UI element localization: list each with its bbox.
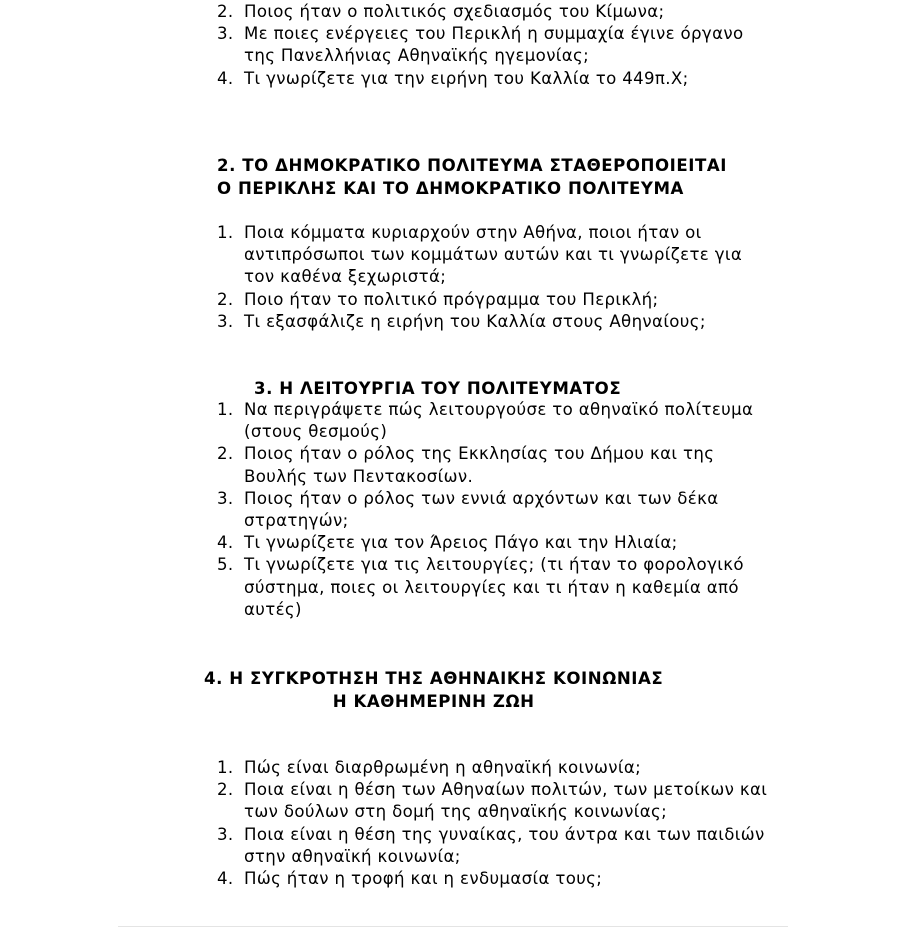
section1-question-list [217, 1, 777, 90]
item-number: 3. [217, 24, 234, 44]
item-text: Πώς ήταν η τροφή και η ενδυμασία τους; [244, 869, 603, 889]
item-number: 1. [217, 223, 234, 242]
item-number: 2. [217, 289, 234, 309]
page-bottom-rule [118, 926, 788, 927]
item-number: 1. [217, 400, 234, 419]
item-text: Ποιος ήταν ο πολιτικός σχεδιασμός του Κίμωνα; [244, 2, 665, 21]
item-text: Ποια είναι η θέση των Αθηναίων πολιτών, των μετοίκων και των δούλων στη δομή της αθηναϊκής κοινωνίας; [244, 780, 768, 822]
section4-heading [204, 667, 663, 713]
item-text: Τι εξασφάλιζε η ειρήνη του Καλλία στους Αθηναίους; [244, 311, 706, 331]
list-item [217, 222, 777, 289]
section3-question-list [217, 399, 777, 621]
list-item [217, 399, 777, 443]
item-text: Ποιο ήταν το πολιτικό πρόγραμμα του Περικλή; [244, 289, 659, 309]
item-number: 4. [217, 533, 234, 553]
list-item [217, 289, 777, 311]
list-item [217, 488, 777, 532]
item-number: 3. [217, 488, 234, 508]
item-number: 2. [217, 780, 234, 800]
section2-heading [217, 154, 727, 200]
item-number: 3. [217, 824, 234, 844]
section4-title-line2: Η ΚΑΘΗΜΕΡΙΝΗ ΖΩΗ [332, 692, 535, 711]
item-text: Τι γνωρίζετε για τον Άρειος Πάγο και την Ηλιαία; [244, 533, 678, 553]
section4-question-list [217, 757, 777, 890]
section2-question-list [217, 222, 777, 333]
item-number: 2. [217, 444, 234, 464]
section2-title-line1: 2. ΤΟ ΔΗΜΟΚΡΑΤΙΚΟ ΠΟΛΙΤΕΥΜΑ ΣΤΑΘΕΡΟΠΟΙΕΙΤΑΙ [217, 156, 727, 175]
item-text: Ποιος ήταν ο ρόλος της Εκκλησίας του Δήμου και της Βουλής των Πεντακοσίων. [244, 444, 715, 486]
item-text: Ποιος ήταν ο ρόλος των εννιά αρχόντων και των δέκα στρατηγών; [244, 488, 719, 531]
section3-heading [254, 377, 621, 400]
section4-title-line1: 4. Η ΣΥΓΚΡΟΤΗΣΗ ΤΗΣ ΑΘΗΝΑΙΚΗΣ ΚΟΙΝΩΝΙΑΣ [204, 669, 664, 688]
item-text: Με ποιες ενέργειες του Περικλή η συμμαχία έγινε όργανο της Πανελλήνιας Αθηναϊκής ηγεμονίας; [244, 24, 744, 66]
item-text: Τι γνωρίζετε για την ειρήνη του Καλλία το 449π.Χ; [244, 68, 689, 88]
section2-title-line2: Ο ΠΕΡΙΚΛΗΣ ΚΑΙ ΤΟ ΔΗΜΟΚΡΑΤΙΚΟ ΠΟΛΙΤΕΥΜΑ [217, 179, 684, 198]
list-item [217, 532, 777, 554]
list-item [217, 824, 777, 868]
list-item [217, 779, 777, 823]
list-item [217, 443, 777, 487]
item-text: Πώς είναι διαρθρωμένη η αθηναϊκή κοινωνία; [244, 758, 642, 777]
list-item [217, 757, 777, 779]
item-number: 4. [217, 68, 234, 88]
item-text: Ποια κόμματα κυριαρχούν στην Αθήνα, ποιοι ήταν οι αντιπρόσωποι των κομμάτων αυτών και τι γνωρίζετε για τον καθένα ξεχωριστά; [244, 223, 743, 287]
item-number: 3. [217, 311, 234, 331]
item-text: Να περιγράψετε πώς λειτουργούσε το αθηναϊκό πολίτευμα (στους θεσμούς) [244, 400, 754, 442]
item-number: 5. [217, 555, 234, 575]
list-item [217, 311, 777, 333]
item-number: 2. [217, 2, 234, 21]
item-number: 1. [217, 758, 234, 777]
item-number: 4. [217, 869, 234, 889]
item-text: Ποια είναι η θέση της γυναίκας, του άντρα και των παιδιών στην αθηναϊκή κοινωνία; [244, 824, 765, 866]
section3-title: 3. Η ΛΕΙΤΟΥΡΓΙΑ ΤΟΥ ΠΟΛΙΤΕΥΜΑΤΟΣ [254, 379, 622, 398]
list-item [217, 868, 777, 890]
list-item [217, 23, 777, 67]
list-item [217, 554, 777, 621]
item-text: Τι γνωρίζετε για τις λειτουργίες; (τι ήταν το φορολογικό σύστημα, ποιες οι λειτουργίες και τι ήταν η καθεμία από αυτές) [244, 555, 744, 619]
list-item [217, 1, 777, 23]
list-item [217, 68, 777, 90]
